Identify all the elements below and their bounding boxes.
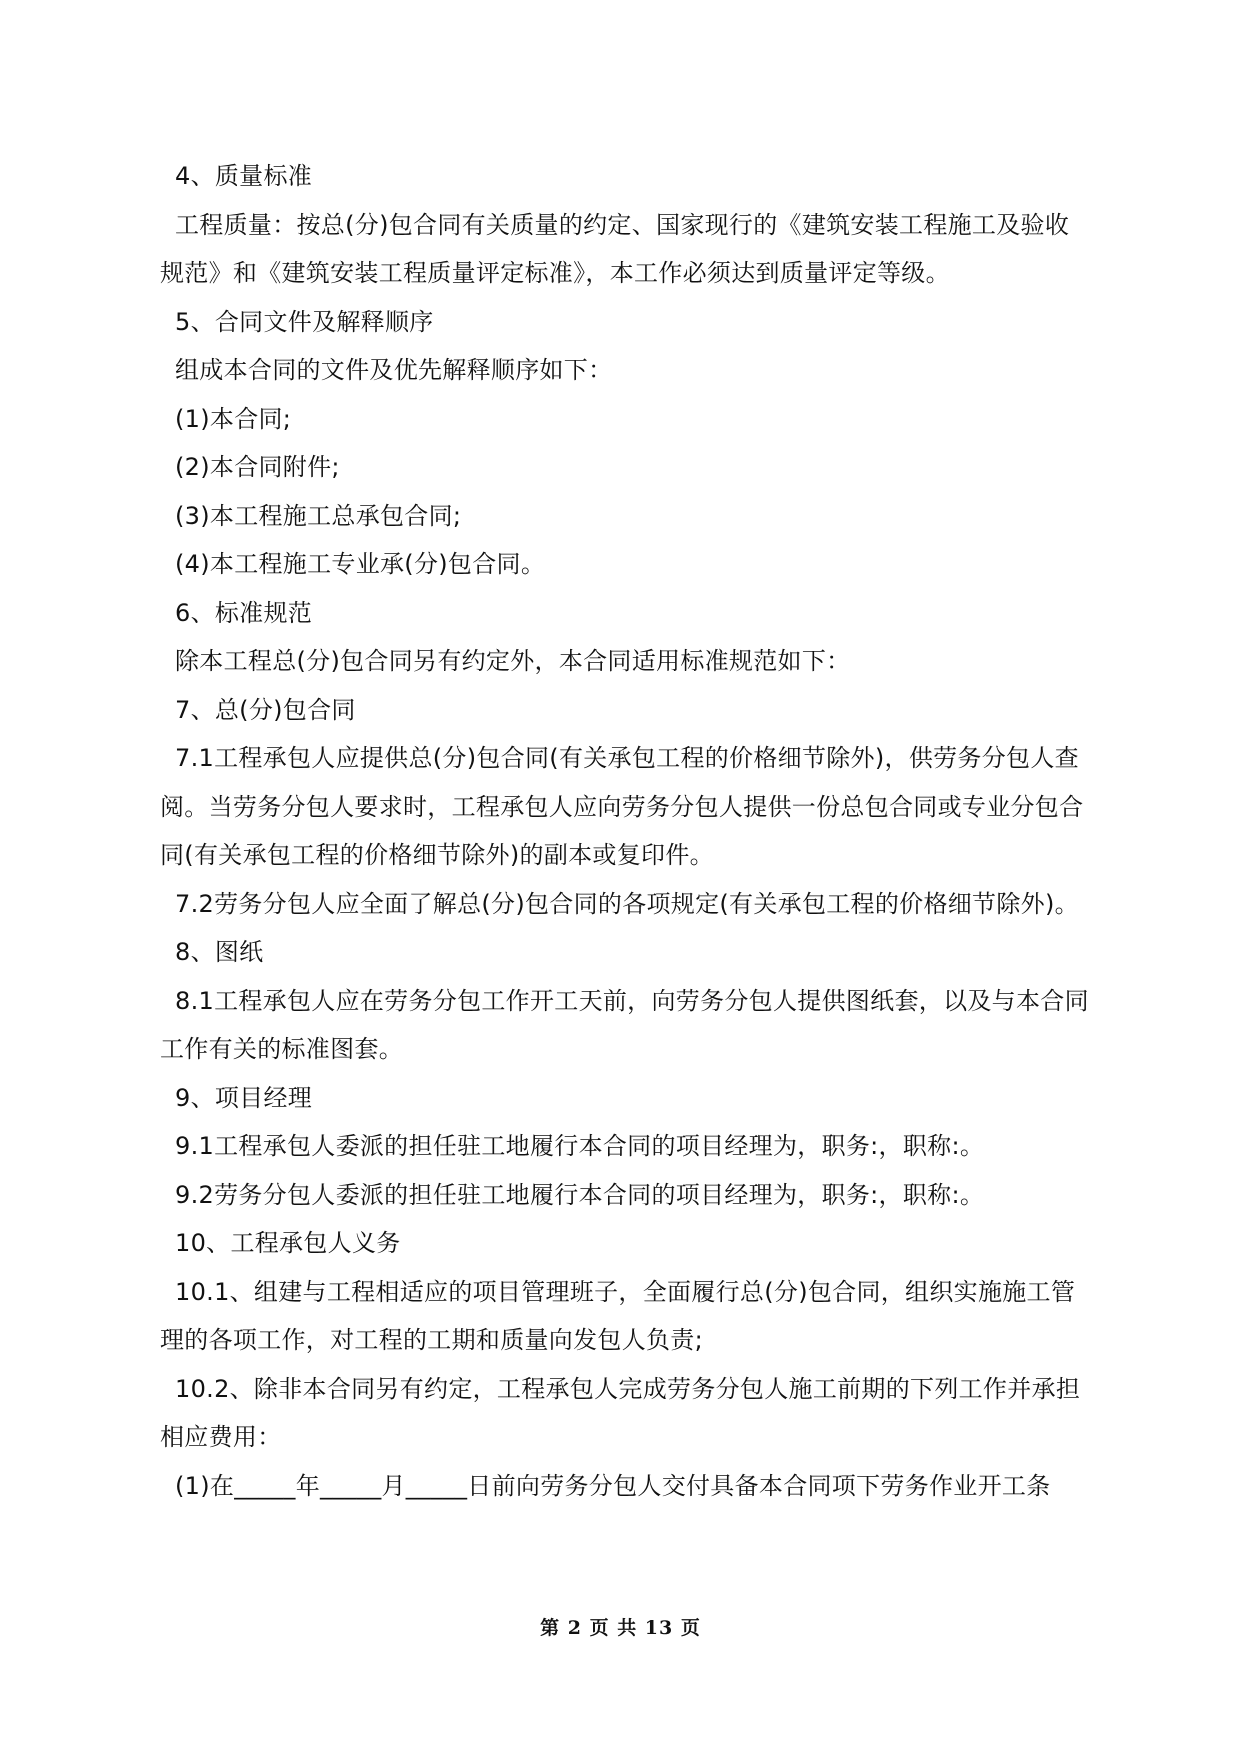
list-item: (3)本工程施工总承包合同;	[175, 501, 462, 530]
page-number-label: 第 2 页 共 13 页	[540, 1617, 701, 1639]
page-footer	[0, 1613, 1241, 1640]
paragraph: 7.2劳务分包人应全面了解总(分)包合同的各项规定(有关承包工程的价格细节除外)。	[175, 889, 1079, 918]
paragraph: 9.2劳务分包人委派的担任驻工地履行本合同的项目经理为，职务:，职称:。	[175, 1180, 985, 1209]
paragraph: 10.1、组建与工程相适应的项目管理班子，全面履行总(分)包合同，组织实施施工管理的各项工作，对工程的工期和质量向发包人负责;	[160, 1277, 1076, 1354]
paragraph: 9.1工程承包人委派的担任驻工地履行本合同的项目经理为，职务:，职称:。	[175, 1132, 985, 1160]
paragraph: 除本工程总(分)包合同另有约定外，本合同适用标准规范如下：	[175, 647, 851, 675]
list-item: (1)本合同;	[175, 404, 292, 433]
section-heading: 6、标准规范	[175, 598, 313, 627]
section-heading: 5、合同文件及解释顺序	[175, 307, 434, 336]
list-item: (2)本合同附件;	[175, 453, 340, 481]
section-heading: 10、工程承包人义务	[175, 1229, 401, 1257]
paragraph: 工程质量：按总(分)包合同有关质量的约定、国家现行的《建筑安装工程施工及验收规范》和《建筑安装工程质量评定标准》，本工作必须达到质量评定等级。	[160, 210, 1070, 287]
section-heading: 9、项目经理	[175, 1083, 313, 1112]
paragraph: 组成本合同的文件及优先解释顺序如下：	[175, 356, 613, 384]
paragraph: 10.2、除非本合同另有约定，工程承包人完成劳务分包人施工前期的下列工作并承担相应费用：	[160, 1374, 1081, 1451]
section-heading: 7、总(分)包合同	[175, 695, 356, 724]
paragraph: 8.1工程承包人应在劳务分包工作开工天前，向劳务分包人提供图纸套，以及与本合同工作有关的标准图套。	[160, 986, 1089, 1063]
document-body	[160, 152, 1090, 1510]
section-heading: 4、质量标准	[175, 162, 313, 190]
section-heading: 8、图纸	[175, 938, 264, 966]
paragraph: 7.1工程承包人应提供总(分)包合同(有关承包工程的价格细节除外)，供劳务分包人查阅。当劳务分包人要求时，工程承包人应向劳务分包人提供一份总包合同或专业分包合同(有关承包工程的价格细节除外)的副本或复印件。	[160, 744, 1084, 869]
list-item: (4)本工程施工专业承(分)包合同。	[175, 550, 546, 578]
list-item: (1)在_____年_____月_____日前向劳务分包人交付具备本合同项下劳务作业开工条	[175, 1471, 1051, 1500]
